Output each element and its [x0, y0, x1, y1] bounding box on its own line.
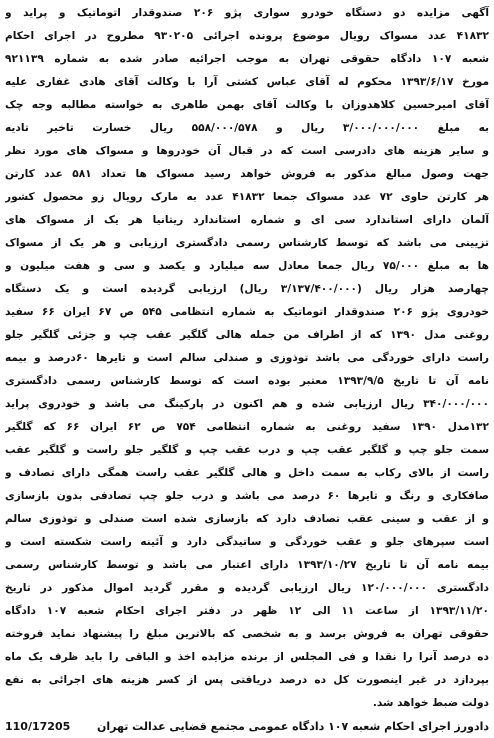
notice-line-11: تزیینی می باشد که توسط کارشناس رسمی دادگستری ارزیابی و هر یک از مسواک: [5, 237, 489, 249]
notice-line-4: مورخ ۱۳۹۳/۶/۱۷ محکوم له آقای عباس کشتی آرا با وکالت آقای هادی غفاری علیه: [5, 76, 489, 88]
notice-line-24: است سپرهای جلو و عقب خوردگی و ساتیدگی دارد و آئینه راست شکسته است و: [5, 536, 489, 548]
footer-signature: دادورز اجرای احکام شعبه ۱۰۷ دادگاه عمومی مجتمع قضایی عدالت تهران: [96, 720, 489, 733]
notice-line-26: دادگستری ۱۲۰/۰۰۰/۰۰۰ ریال ارزیابی گردیده و مقرر گردید اموال مذکور در تاریخ: [5, 582, 489, 594]
notice-line-10: آلمان دارای استاندارد سی ای و شماره استاندارد ریتانیا هر یک از مسواک های: [5, 214, 489, 226]
notice-line-14: خودروی پژو ۲۰۶ صندوقدار اتوماتیک به شماره انتظامی ۵۴۵ ص ۶۷ ایران ۶۶ سفید: [5, 306, 489, 318]
notice-line-1: آگهی مزایده دو دستگاه خودرو سواری پژو ۲۰۶ صندوقدار اتوماتیک و پراید و: [5, 7, 489, 19]
notice-body: [5, 2, 489, 715]
notice-line-15: روغنی مدل ۱۳۹۰ که از اطراف من جمله هالی گلگیر عقب چپ و جزئی گلگیر جلو: [5, 329, 489, 341]
notice-line-25: بیمه نامه آن تا تاریخ ۱۳۹۳/۱۰/۲۷ دارای اعتبار می باشد و توسط کارشناس رسمی: [5, 559, 489, 571]
notice-line-31: دولت ضبط خواهد شد.: [372, 697, 489, 709]
notice-line-13: چهارصد هزار ریال (۳/۱۳۷/۴۰۰/۰۰۰ ریال) ارزیابی گردیده است و یک دستگاه: [5, 283, 489, 295]
notice-line-29: ده درصد آنرا را نقدا و فی المجلس از برنده مزایده اخذ و الباقی را باید ظرف یک ماه: [5, 651, 489, 663]
notice-line-3: شعبه ۱۰۷ دادگاه حقوقی تهران به موجب اجرائیه صادر شده به شماره ۹۲۱۱۳۹: [5, 53, 489, 65]
notice-line-22: صافکاری و رنگ و تایرها ۶۰ درصد می باشد و درب جلو چپ تصادفی بدون بازسازی: [5, 490, 489, 502]
footer-reference-number: 110/17205: [5, 720, 71, 733]
notice-line-27: ۱۳۹۳/۱۱/۲۰ از ساعت ۱۱ الی ۱۲ ظهر در دفتر اجرای احکام شعبه ۱۰۷ دادگاه: [5, 605, 489, 617]
notice-line-12: ها به مبلغ ۷۵/۰۰۰ ریال جمعا معادل سه میلیارد و یکصد و سی و هفت میلیون و: [5, 260, 489, 272]
notice-line-16: راست دارای خوردگی می باشد توذوزی و صندلی سالم است و تایرها ۶۰درصد و بیمه: [5, 352, 489, 364]
notice-line-2: ۴۱۸۳۲ عدد مسواک رویال موضوع پرونده اجرائی ۹۳۰۲۰۵ مطروح در اجرای احکام: [5, 30, 489, 42]
notice-line-30: بپردازد در غیر اینصورت کل ده درصد دریافتی پس از کسر هزینه های اجرائی به نفع: [5, 674, 489, 686]
notice-line-21: راست از بالای رکاب به سمت داخل و هالی گلگیر عقب راست همگی دارای تصادف و: [5, 467, 489, 479]
notice-line-18: ۳۴۰/۰۰۰/۰۰۰ ریال ارزیابی شده و هم اکنون در پارکینگ می باشد و خودروی پراید: [5, 398, 489, 410]
notice-line-28: حقوقی تهران به فروش برسد و به شخصی که بالاترین مبلغ را پیشنهاد نماید فروخته: [5, 628, 489, 640]
notice-line-23: و از عقب و سینی عقب تصادف دارد که بازسازی شده است صندلی و توذوزی سالم: [5, 513, 489, 525]
notice-line-8: جهت وصول مبالغ مذکور به فروش خواهد رسید مسواک ها تعداد ۵۸۱ عدد کارتن: [5, 168, 489, 180]
notice-line-19: ۱۳۲مدل ۱۳۹۰ سفید روغنی به شماره انتظامی ۷۵۴ ص ۶۲ ایران ۶۶ که گلگیر: [5, 421, 489, 433]
notice-line-6: به مبلغ ۳/۰۰۰/۰۰۰/۰۰۰ ریال و ۵۵۸/۰۰۰/۵۷۸ ریال خسارت تاخیر تادیه: [5, 122, 489, 134]
notice-line-9: هر کارتن حاوی ۷۲ عدد مسواک جمعا ۴۱۸۳۲ عدد به مارک رویال زو محصول کشور: [5, 191, 489, 203]
notice-footer: [5, 715, 489, 738]
notice-line-5: آقای امیرحسین کلاهدوزان با وکالت آقای بهمن طاهری به خواسته مطالبه وجه چک: [5, 99, 489, 111]
notice-line-20: سمت جلو چپ و گلگیر عقب چپ و درب عقب چپ و گلگیر جلو راست و گلگیر عقب: [5, 444, 489, 456]
notice-line-7: و سایر هزینه های دادرسی است که در قبال آن خودروها و مسواک های مورد نظر: [5, 145, 489, 157]
notice-line-17: نامه آن تا تاریخ ۱۳۹۳/۹/۵ معتبر بوده است که توسط کارشناس رسمی دادگستری: [5, 375, 489, 387]
